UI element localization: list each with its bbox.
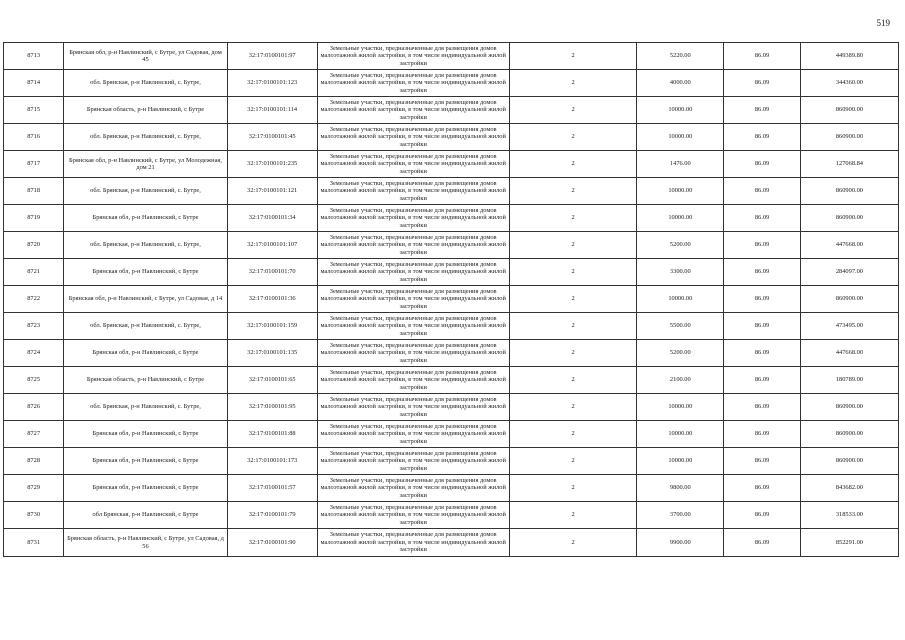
cadastral-value-cell: 449389.80 [800,43,898,70]
table-row [4,394,899,421]
specific-value-cell: 86.09 [724,178,801,205]
row-number: 8720 [4,232,64,259]
table-row [4,529,899,557]
cadastral-number-cell: 32:17:0100101:65 [227,367,317,394]
specific-value-cell: 86.09 [724,70,801,97]
permitted-use-cell: Земельные участки, предназначенные для размещения домов малоэтажной жилой застройки, в том числе индивидуальной жилой застройки [317,448,509,475]
address-cell: Брянская обл, р-н Навлинский, с Бутре, ул Садовая, д 14 [64,286,227,313]
cadastral-value-cell: 447668.00 [800,232,898,259]
permitted-use-cell: Земельные участки, предназначенные для размещения домов малоэтажной жилой застройки, в том числе индивидуальной жилой застройки [317,421,509,448]
page-number: 519 [876,18,890,28]
row-number: 8724 [4,340,64,367]
address-cell: обл. Брянская, р-н Навлинский, с. Бутре, [64,178,227,205]
permitted-use-cell: Земельные участки, предназначенные для размещения домов малоэтажной жилой застройки, в том числе индивидуальной жилой застройки [317,394,509,421]
land-plot-registry-table [3,42,899,557]
specific-value-cell: 86.09 [724,43,801,70]
row-number: 8729 [4,475,64,502]
category-cell: 2 [509,340,637,367]
category-cell: 2 [509,421,637,448]
row-number: 8714 [4,70,64,97]
table-row [4,313,899,340]
table-row [4,502,899,529]
address-cell: Брянская обл, р-н Навлинский, с Бутре [64,448,227,475]
row-number: 8725 [4,367,64,394]
area-cell: 10000.00 [637,286,724,313]
category-cell: 2 [509,259,637,286]
cadastral-number-cell: 32:17:0100101:173 [227,448,317,475]
table-row [4,97,899,124]
row-number: 8730 [4,502,64,529]
cadastral-number-cell: 32:17:0100101:88 [227,421,317,448]
specific-value-cell: 86.09 [724,286,801,313]
area-cell: 10000.00 [637,205,724,232]
row-number: 8713 [4,43,64,70]
address-cell: обл Брянская, р-н Навлинский, с Бутре [64,502,227,529]
table-row [4,259,899,286]
row-number: 8721 [4,259,64,286]
address-cell: Брянская область, р-н Навлинский, с Бутре [64,367,227,394]
address-cell: Брянская обл, р-н Навлинский, с Бутре [64,205,227,232]
cadastral-number-cell: 32:17:0100101:90 [227,529,317,557]
cadastral-number-cell: 32:17:0100101:135 [227,340,317,367]
cadastral-number-cell: 32:17:0100101:70 [227,259,317,286]
area-cell: 5220.00 [637,43,724,70]
table-row [4,124,899,151]
cadastral-value-cell: 284097.00 [800,259,898,286]
cadastral-number-cell: 32:17:0100101:34 [227,205,317,232]
address-cell: Брянская обл, р-н Навлинский, с Бутре, ул Молодежная, дом 21 [64,151,227,178]
specific-value-cell: 86.09 [724,232,801,259]
cadastral-value-cell: 180789.00 [800,367,898,394]
table-row [4,151,899,178]
table-row [4,286,899,313]
address-cell: Брянская обл, р-н Навлинский, с Бутре [64,421,227,448]
address-cell: обл. Брянская, р-н Навлинский, с. Бутре, [64,313,227,340]
cadastral-value-cell: 860900.00 [800,421,898,448]
specific-value-cell: 86.09 [724,313,801,340]
permitted-use-cell: Земельные участки, предназначенные для размещения домов малоэтажной жилой застройки, в том числе индивидуальной жилой застройки [317,151,509,178]
row-number: 8727 [4,421,64,448]
category-cell: 2 [509,313,637,340]
area-cell: 10000.00 [637,421,724,448]
row-number: 8718 [4,178,64,205]
specific-value-cell: 86.09 [724,124,801,151]
category-cell: 2 [509,232,637,259]
permitted-use-cell: Земельные участки, предназначенные для размещения домов малоэтажной жилой застройки, в том числе индивидуальной жилой застройки [317,70,509,97]
specific-value-cell: 86.09 [724,448,801,475]
row-number: 8731 [4,529,64,557]
permitted-use-cell: Земельные участки, предназначенные для размещения домов малоэтажной жилой застройки, в том числе индивидуальной жилой застройки [317,286,509,313]
category-cell: 2 [509,502,637,529]
row-number: 8717 [4,151,64,178]
permitted-use-cell: Земельные участки, предназначенные для размещения домов малоэтажной жилой застройки, в том числе индивидуальной жилой застройки [317,502,509,529]
specific-value-cell: 86.09 [724,475,801,502]
area-cell: 5200.00 [637,340,724,367]
category-cell: 2 [509,448,637,475]
area-cell: 9800.00 [637,475,724,502]
table-row [4,340,899,367]
cadastral-value-cell: 860900.00 [800,124,898,151]
area-cell: 9900.00 [637,529,724,557]
address-cell: обл. Брянская, р-н Навлинский, с. Бутре, [64,232,227,259]
area-cell: 10000.00 [637,394,724,421]
permitted-use-cell: Земельные участки, предназначенные для размещения домов малоэтажной жилой застройки, в том числе индивидуальной жилой застройки [317,97,509,124]
specific-value-cell: 86.09 [724,394,801,421]
table-row [4,70,899,97]
category-cell: 2 [509,529,637,557]
permitted-use-cell: Земельные участки, предназначенные для размещения домов малоэтажной жилой застройки, в том числе индивидуальной жилой застройки [317,313,509,340]
category-cell: 2 [509,475,637,502]
permitted-use-cell: Земельные участки, предназначенные для размещения домов малоэтажной жилой застройки, в том числе индивидуальной жилой застройки [317,205,509,232]
specific-value-cell: 86.09 [724,529,801,557]
cadastral-value-cell: 344360.00 [800,70,898,97]
row-number: 8728 [4,448,64,475]
category-cell: 2 [509,205,637,232]
cadastral-value-cell: 860900.00 [800,286,898,313]
permitted-use-cell: Земельные участки, предназначенные для размещения домов малоэтажной жилой застройки, в том числе индивидуальной жилой застройки [317,529,509,557]
cadastral-value-cell: 843682.00 [800,475,898,502]
table-row [4,232,899,259]
specific-value-cell: 86.09 [724,151,801,178]
area-cell: 10000.00 [637,124,724,151]
cadastral-value-cell: 473495.00 [800,313,898,340]
category-cell: 2 [509,97,637,124]
cadastral-number-cell: 32:17:0100101:97 [227,43,317,70]
specific-value-cell: 86.09 [724,421,801,448]
permitted-use-cell: Земельные участки, предназначенные для размещения домов малоэтажной жилой застройки, в том числе индивидуальной жилой застройки [317,124,509,151]
address-cell: Брянская область, р-н Навлинский, с Бутре [64,97,227,124]
permitted-use-cell: Земельные участки, предназначенные для размещения домов малоэтажной жилой застройки, в том числе индивидуальной жилой застройки [317,340,509,367]
cadastral-number-cell: 32:17:0100101:159 [227,313,317,340]
table-row [4,448,899,475]
table-row [4,178,899,205]
row-number: 8723 [4,313,64,340]
address-cell: Брянская область, р-н Навлинский, с Бутре, ул Садовая, д 56 [64,529,227,557]
permitted-use-cell: Земельные участки, предназначенные для размещения домов малоэтажной жилой застройки, в том числе индивидуальной жилой застройки [317,232,509,259]
address-cell: Брянская обл, р-н Навлинский, с Бутре [64,340,227,367]
specific-value-cell: 86.09 [724,502,801,529]
cadastral-value-cell: 860900.00 [800,97,898,124]
category-cell: 2 [509,367,637,394]
cadastral-number-cell: 32:17:0100101:45 [227,124,317,151]
permitted-use-cell: Земельные участки, предназначенные для размещения домов малоэтажной жилой застройки, в том числе индивидуальной жилой застройки [317,259,509,286]
specific-value-cell: 86.09 [724,367,801,394]
area-cell: 3300.00 [637,259,724,286]
registry-table-body [4,43,899,557]
category-cell: 2 [509,286,637,313]
area-cell: 5200.00 [637,232,724,259]
cadastral-number-cell: 32:17:0100101:107 [227,232,317,259]
area-cell: 10000.00 [637,448,724,475]
cadastral-value-cell: 860900.00 [800,394,898,421]
address-cell: Брянская обл, р-н Навлинский, с Бутре [64,259,227,286]
category-cell: 2 [509,124,637,151]
specific-value-cell: 86.09 [724,205,801,232]
permitted-use-cell: Земельные участки, предназначенные для размещения домов малоэтажной жилой застройки, в том числе индивидуальной жилой застройки [317,475,509,502]
cadastral-value-cell: 860900.00 [800,205,898,232]
cadastral-value-cell: 127068.84 [800,151,898,178]
cadastral-number-cell: 32:17:0100101:114 [227,97,317,124]
cadastral-number-cell: 32:17:0100101:235 [227,151,317,178]
cadastral-number-cell: 32:17:0100101:123 [227,70,317,97]
permitted-use-cell: Земельные участки, предназначенные для размещения домов малоэтажной жилой застройки, в том числе индивидуальной жилой застройки [317,178,509,205]
row-number: 8715 [4,97,64,124]
area-cell: 2100.00 [637,367,724,394]
row-number: 8722 [4,286,64,313]
table-row [4,421,899,448]
row-number: 8719 [4,205,64,232]
address-cell: обл. Брянская, р-н Навлинский, с. Бутре, [64,124,227,151]
specific-value-cell: 86.09 [724,97,801,124]
area-cell: 4000.00 [637,70,724,97]
area-cell: 3700.00 [637,502,724,529]
area-cell: 1476.00 [637,151,724,178]
category-cell: 2 [509,43,637,70]
address-cell: обл. Брянская, р-н Навлинский, с. Бутре, [64,394,227,421]
address-cell: Брянская обл, р-н Навлинский, с Бутре, ул Садовая, дом 45 [64,43,227,70]
cadastral-value-cell: 447668.00 [800,340,898,367]
table-row [4,367,899,394]
permitted-use-cell: Земельные участки, предназначенные для размещения домов малоэтажной жилой застройки, в том числе индивидуальной жилой застройки [317,43,509,70]
cadastral-value-cell: 318533.00 [800,502,898,529]
cadastral-number-cell: 32:17:0100101:36 [227,286,317,313]
cadastral-value-cell: 860900.00 [800,448,898,475]
cadastral-value-cell: 860900.00 [800,178,898,205]
specific-value-cell: 86.09 [724,340,801,367]
area-cell: 5500.00 [637,313,724,340]
area-cell: 10000.00 [637,178,724,205]
cadastral-value-cell: 852291.00 [800,529,898,557]
row-number: 8716 [4,124,64,151]
area-cell: 10000.00 [637,97,724,124]
table-row [4,43,899,70]
cadastral-number-cell: 32:17:0100101:95 [227,394,317,421]
category-cell: 2 [509,70,637,97]
permitted-use-cell: Земельные участки, предназначенные для размещения домов малоэтажной жилой застройки, в том числе индивидуальной жилой застройки [317,367,509,394]
address-cell: обл. Брянская, р-н Навлинский, с. Бутре, [64,70,227,97]
category-cell: 2 [509,178,637,205]
cadastral-number-cell: 32:17:0100101:79 [227,502,317,529]
table-row [4,475,899,502]
table-row [4,205,899,232]
category-cell: 2 [509,151,637,178]
category-cell: 2 [509,394,637,421]
address-cell: Брянская обл, р-н Навлинский, с Бутре [64,475,227,502]
cadastral-number-cell: 32:17:0100101:57 [227,475,317,502]
specific-value-cell: 86.09 [724,259,801,286]
row-number: 8726 [4,394,64,421]
cadastral-number-cell: 32:17:0100101:121 [227,178,317,205]
